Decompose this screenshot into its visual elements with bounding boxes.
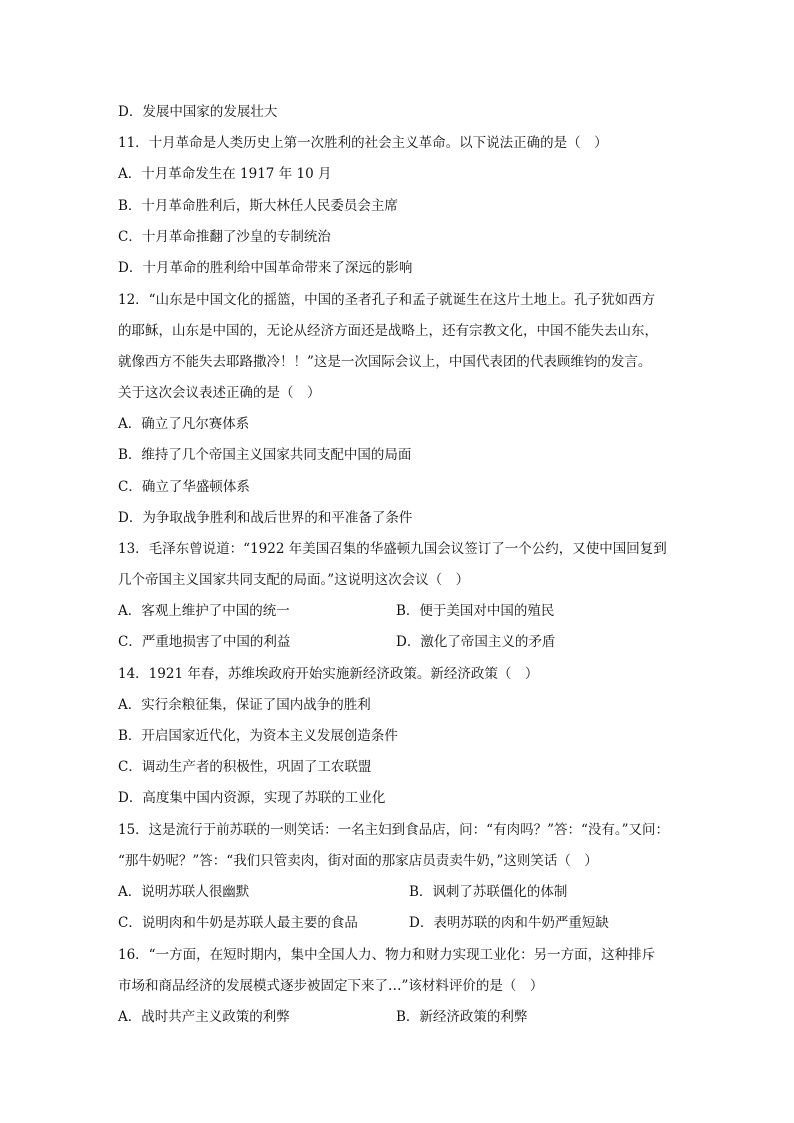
q11-option-a: A．十月革命发生在 1917 年 10 月 xyxy=(118,166,332,182)
q13-option-b: B．便于美国对中国的殖民 xyxy=(396,603,555,619)
q15-option-d: D．表明苏联的肉和牛奶严重短缺 xyxy=(409,915,609,931)
q16-option-b: B．新经济政策的利弊 xyxy=(396,1009,528,1025)
q13-stem-line2: 几个帝国主义国家共同支配的局面。”这说明这次会议（ ） xyxy=(118,572,470,588)
q13-option-c: C．严重地损害了中国的利益 xyxy=(118,634,291,650)
q13-option-d: D．激化了帝国主义的矛盾 xyxy=(396,634,556,650)
q15-stem-line2: “那牛奶呢？”答：“我们只管卖肉，街对面的那家店员责卖牛奶，”这则笑话（ ） xyxy=(118,853,598,869)
q11-option-b: B．十月革命胜利后，斯大林任人民委员会主席 xyxy=(118,198,398,214)
q12-stem-line1: 12．“山东是中国文化的摇篮，中国的圣者孔子和孟子就诞生在这片土地上。孔子犹如西方 xyxy=(118,292,656,308)
q11-option-c: C．十月革命推翻了沙皇的专制统治 xyxy=(118,229,331,245)
q11-stem: 11．十月革命是人类历史上第一次胜利的社会主义革命。以下说法正确的是（ ） xyxy=(118,135,608,151)
q13-stem-line1: 13．毛泽东曾说道：“1922 年美国召集的华盛顿九国会议签订了一个公约，又使中国回复到 xyxy=(118,541,667,557)
q15-option-a: A．说明苏联人很幽默 xyxy=(118,884,250,900)
q10-option-d: D．发展中国家的发展壮大 xyxy=(118,104,278,120)
q12-option-c: C．确立了华盛顿体系 xyxy=(118,479,250,495)
q12-stem-line4: 关于这次会议表述正确的是（ ） xyxy=(118,385,321,401)
q12-option-d: D．为争取战争胜利和战后世界的和平准备了条件 xyxy=(118,510,413,526)
q15-stem-line1: 15．这是流行于前苏联的一则笑话：一名主妇到食品店，问：“有肉吗？”答：“没有。”又问： xyxy=(118,822,670,838)
q14-option-c: C．调动生产者的积极性，巩固了工农联盟 xyxy=(118,759,372,775)
q16-option-a: A．战时共产主义政策的利弊 xyxy=(118,1009,290,1025)
q12-option-a: A．确立了凡尔赛体系 xyxy=(118,416,250,432)
q14-option-b: B．开启国家近代化，为资本主义发展创造条件 xyxy=(118,728,398,744)
q15-option-b: B．讽刺了苏联僵化的体制 xyxy=(409,884,568,900)
q11-option-d: D．十月革命的胜利给中国革命带来了深远的影响 xyxy=(118,260,413,276)
q14-option-d: D．高度集中国内资源，实现了苏联的工业化 xyxy=(118,790,386,806)
q16-stem-line2: 市场和商品经济的发展模式逐步被固定下来了…”该材料评价的是（ ） xyxy=(118,978,544,994)
q13-option-a: A．客观上维护了中国的统一 xyxy=(118,603,290,619)
q14-option-a: A．实行余粮征集，保证了国内战争的胜利 xyxy=(118,697,371,713)
q15-option-c: C．说明肉和牛奶是苏联人最主要的食品 xyxy=(118,915,358,931)
q14-stem: 14．1921 年春，苏维埃政府开始实施新经济政策。新经济政策（ ） xyxy=(118,666,539,682)
q16-stem-line1: 16．“一方面，在短时期内，集中全国人力、物力和财力实现工业化：另一方面，这种排斥 xyxy=(118,947,656,963)
q12-stem-line3: 就像西方不能失去耶路撒冷！！”这是一次国际会议上，中国代表团的代表顾维钧的发言。 xyxy=(118,354,652,370)
q12-option-b: B．维持了几个帝国主义国家共同支配中国的局面 xyxy=(118,447,412,463)
q12-stem-line2: 的耶稣，山东是中国的，无论从经济方面还是战略上，还有宗教文化，中国不能失去山东， xyxy=(118,323,658,339)
